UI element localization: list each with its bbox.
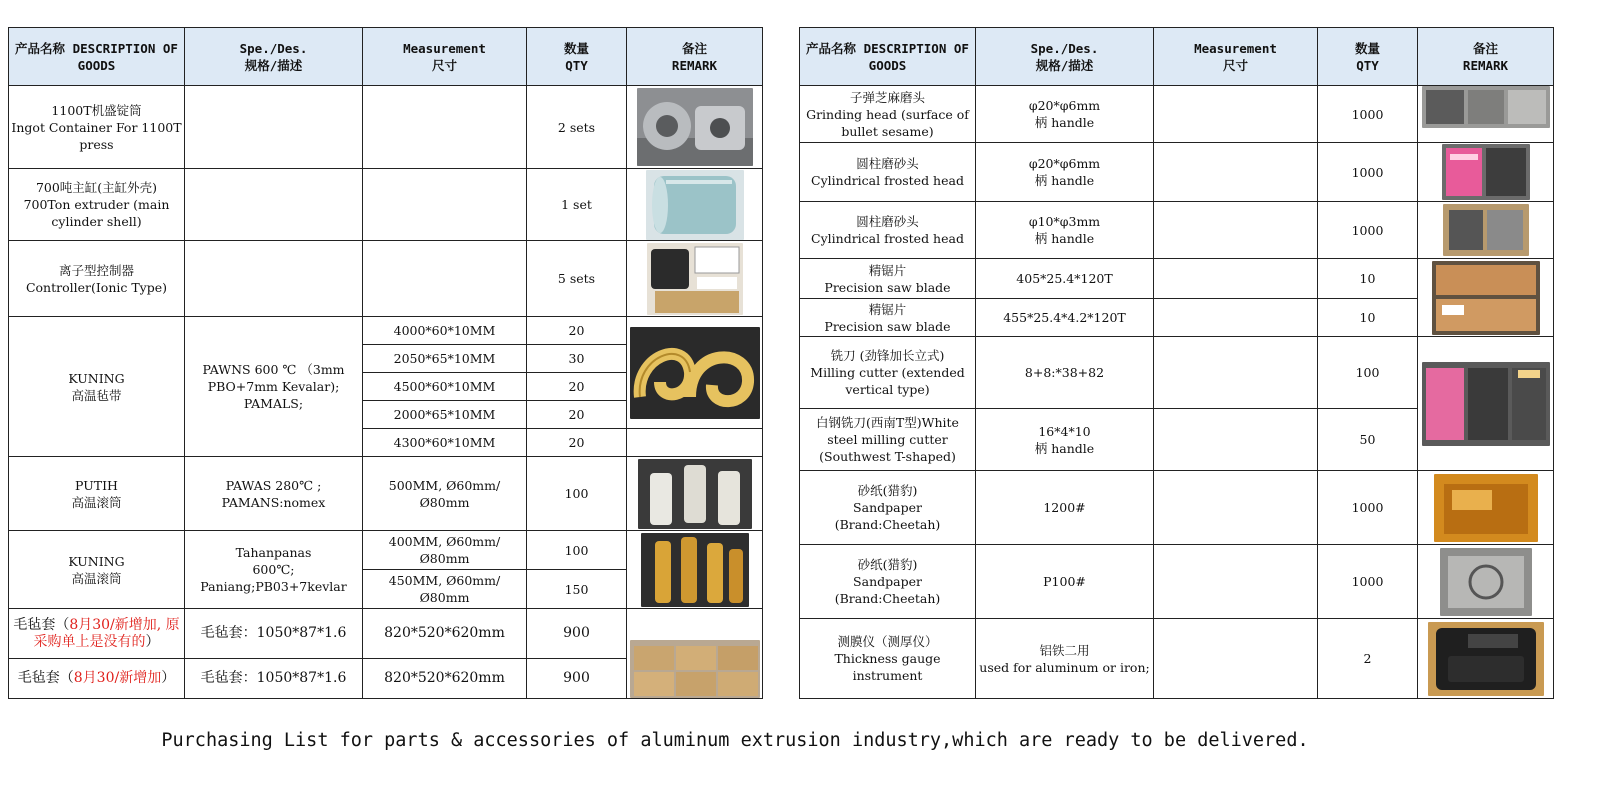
- description-cell: 精锯片 Precision saw blade: [800, 259, 976, 299]
- qty-cell: 1000: [1318, 202, 1418, 259]
- measurement-cell: [1154, 337, 1318, 409]
- remark-photo-cell: [1418, 471, 1554, 545]
- measurement-cell: [1154, 259, 1318, 299]
- milling-cutter-photo: [1422, 362, 1550, 446]
- qty-cell: 20: [527, 401, 627, 429]
- measurement-cell: 4500*60*10MM: [363, 373, 527, 401]
- spec-cell: Tahanpanas 600℃; Paniang;PB03+7kevlar: [185, 531, 363, 609]
- spec-cell: φ20*φ6mm 柄 handle: [976, 86, 1154, 143]
- qty-cell: 50: [1318, 409, 1418, 471]
- description-cell: 砂纸(猎豹) Sandpaper (Brand:Cheetah): [800, 471, 976, 545]
- spec-cell: 8+8:*38+82: [976, 337, 1154, 409]
- table-row: [800, 471, 1554, 545]
- measurement-cell: [1154, 86, 1318, 143]
- header-measurement: Measurement 尺寸: [363, 28, 527, 86]
- spec-cell: 毛毡套：1050*87*1.6: [185, 609, 363, 659]
- header-qty: 数量 QTY: [527, 28, 627, 86]
- description-cell: 精锯片 Precision saw blade: [800, 299, 976, 337]
- ingot-container-photo: [637, 88, 753, 166]
- qty-cell: 900: [527, 609, 627, 659]
- header-qty: 数量 QTY: [1318, 28, 1418, 86]
- qty-cell: 20: [527, 317, 627, 345]
- grinding-head-photo: [1422, 86, 1550, 128]
- measurement-cell: 400MM, Ø60mm/Ø80mm: [363, 531, 527, 570]
- cylinder-shell-photo: [646, 170, 744, 240]
- remark-photo-cell: [1418, 619, 1554, 699]
- spec-cell: 铝铁二用 used for aluminum or iron;: [976, 619, 1154, 699]
- spec-cell: 毛毡套：1050*87*1.6: [185, 659, 363, 699]
- measurement-cell: [363, 241, 527, 317]
- measurement-cell: 4000*60*10MM: [363, 317, 527, 345]
- header-description: 产品名称 DESCRIPTION OF GOODS: [800, 28, 976, 86]
- measurement-cell: [363, 169, 527, 241]
- remark-photo-cell: [627, 531, 763, 609]
- qty-cell: 30: [527, 345, 627, 373]
- table-row: [9, 86, 763, 169]
- spec-cell: [185, 169, 363, 241]
- sandpaper-p100-photo: [1440, 548, 1532, 616]
- right-header-row: [800, 28, 1554, 86]
- description-cell: 测膜仪（测厚仪） Thickness gauge instrument: [800, 619, 976, 699]
- measurement-cell: [1154, 545, 1318, 619]
- table-row: [800, 259, 1554, 299]
- qty-cell: 100: [527, 457, 627, 531]
- description-cell: 离子型控制器 Controller(Ionic Type): [9, 241, 185, 317]
- right-purchase-table: [799, 27, 1554, 699]
- header-spec: Spe./Des. 规格/描述: [976, 28, 1154, 86]
- thickness-gauge-photo: [1428, 622, 1544, 696]
- qty-cell: 10: [1318, 299, 1418, 337]
- description-cell: 铣刀 (劲锋加长立式) Milling cutter (extended vertical type): [800, 337, 976, 409]
- qty-cell: 150: [527, 570, 627, 609]
- yellow-roller-photo: [641, 533, 749, 607]
- left-header-row: [9, 28, 763, 86]
- table-row: [9, 317, 763, 345]
- header-remark: 备注 REMARK: [1418, 28, 1554, 86]
- remark-cell: [627, 429, 763, 457]
- spec-cell: 455*25.4*4.2*120T: [976, 299, 1154, 337]
- table-row: [800, 337, 1554, 409]
- spec-cell: 405*25.4*120T: [976, 259, 1154, 299]
- spec-cell: [185, 241, 363, 317]
- qty-cell: 2: [1318, 619, 1418, 699]
- remark-photo-cell: [627, 317, 763, 429]
- frosted-head-photo: [1442, 144, 1530, 200]
- spec-cell: PAWAS 280℃ ; PAMANS:nomex: [185, 457, 363, 531]
- remark-photo-cell: [627, 169, 763, 241]
- measurement-cell: 500MM, Ø60mm/Ø80mm: [363, 457, 527, 531]
- description-cell: KUNING 高温滚筒: [9, 531, 185, 609]
- spec-cell: PAWNS 600 ℃ （3mm PBO+7mm Kevalar); PAMALS;: [185, 317, 363, 457]
- remark-photo-cell: [1418, 545, 1554, 619]
- remark-photo-cell: [627, 457, 763, 531]
- measurement-cell: [363, 86, 527, 169]
- remark-photo-cell: [627, 241, 763, 317]
- qty-cell: 20: [527, 373, 627, 401]
- felt-sleeve-boxes-photo: [630, 640, 760, 698]
- white-roller-photo: [638, 459, 752, 529]
- description-cell: 子弹芝麻磨头 Grinding head (surface of bullet sesame): [800, 86, 976, 143]
- felt-belt-photo: [630, 327, 760, 419]
- qty-cell: 1000: [1318, 86, 1418, 143]
- measurement-cell: 450MM, Ø60mm/Ø80mm: [363, 570, 527, 609]
- measurement-cell: 2050*65*10MM: [363, 345, 527, 373]
- table-row: [9, 531, 763, 570]
- controller-photo: [647, 243, 743, 315]
- spec-cell: 16*4*10 柄 handle: [976, 409, 1154, 471]
- measurement-cell: 820*520*620mm: [363, 659, 527, 699]
- description-cell: 白钢铣刀(西南T型)White steel milling cutter (Southwest T-shaped): [800, 409, 976, 471]
- header-measurement: Measurement 尺寸: [1154, 28, 1318, 86]
- qty-cell: 100: [1318, 337, 1418, 409]
- qty-cell: 2 sets: [527, 86, 627, 169]
- remark-photo-cell: [1418, 143, 1554, 202]
- table-row: [800, 202, 1554, 259]
- qty-cell: 5 sets: [527, 241, 627, 317]
- spec-cell: φ10*φ3mm 柄 handle: [976, 202, 1154, 259]
- description-cell: PUTIH 高温滚筒: [9, 457, 185, 531]
- description-cell: 毛毡套（8月30/新增加）: [9, 659, 185, 699]
- description-cell: 圆柱磨砂头 Cylindrical frosted head: [800, 143, 976, 202]
- qty-cell: 1000: [1318, 471, 1418, 545]
- qty-cell: 100: [527, 531, 627, 570]
- measurement-cell: 820*520*620mm: [363, 609, 527, 659]
- remark-photo-cell: [1418, 259, 1554, 337]
- remark-photo-cell: [1418, 337, 1554, 471]
- description-cell: 圆柱磨砂头 Cylindrical frosted head: [800, 202, 976, 259]
- spec-cell: φ20*φ6mm 柄 handle: [976, 143, 1154, 202]
- description-cell: 700吨主缸(主缸外壳) 700Ton extruder (main cylinder shell): [9, 169, 185, 241]
- table-row: [800, 86, 1554, 143]
- measurement-cell: [1154, 299, 1318, 337]
- sandpaper-1200-photo: [1434, 474, 1538, 542]
- table-row: [800, 619, 1554, 699]
- qty-cell: 900: [527, 659, 627, 699]
- qty-cell: 10: [1318, 259, 1418, 299]
- table-row: [800, 545, 1554, 619]
- qty-cell: 1000: [1318, 545, 1418, 619]
- header-spec: Spe./Des. 规格/描述: [185, 28, 363, 86]
- table-row: [800, 143, 1554, 202]
- remark-photo-cell: [1418, 202, 1554, 259]
- measurement-cell: 2000*65*10MM: [363, 401, 527, 429]
- spec-cell: 1200#: [976, 471, 1154, 545]
- remark-photo-cell: [627, 86, 763, 169]
- header-description: 产品名称 DESCRIPTION OF GOODS: [9, 28, 185, 86]
- spec-cell: P100#: [976, 545, 1154, 619]
- measurement-cell: [1154, 409, 1318, 471]
- left-purchase-table: [8, 27, 763, 699]
- remark-photo-cell: [1418, 86, 1554, 143]
- description-cell: 1100T机盛锭筒 Ingot Container For 1100T press: [9, 86, 185, 169]
- table-row: [9, 457, 763, 531]
- table-row: [9, 241, 763, 317]
- remark-photo-cell: [627, 609, 763, 699]
- qty-cell: 1 set: [527, 169, 627, 241]
- page-caption: Purchasing List for parts & accessories of aluminum extrusion industry,which are ready to be delivered.: [161, 730, 1309, 751]
- measurement-cell: [1154, 202, 1318, 259]
- measurement-cell: 4300*60*10MM: [363, 429, 527, 457]
- saw-blade-boxes-photo: [1432, 261, 1540, 335]
- description-cell: 砂纸(猎豹) Sandpaper (Brand:Cheetah): [800, 545, 976, 619]
- header-remark: 备注 REMARK: [627, 28, 763, 86]
- frosted-head-box-photo: [1443, 204, 1529, 256]
- measurement-cell: [1154, 143, 1318, 202]
- qty-cell: 1000: [1318, 143, 1418, 202]
- description-cell: KUNING 高温毡带: [9, 317, 185, 457]
- qty-cell: 20: [527, 429, 627, 457]
- table-row: [9, 169, 763, 241]
- measurement-cell: [1154, 471, 1318, 545]
- measurement-cell: [1154, 619, 1318, 699]
- spec-cell: [185, 86, 363, 169]
- table-row: [9, 609, 763, 659]
- description-cell: 毛毡套（8月30/新增加, 原采购单上是没有的）: [9, 609, 185, 659]
